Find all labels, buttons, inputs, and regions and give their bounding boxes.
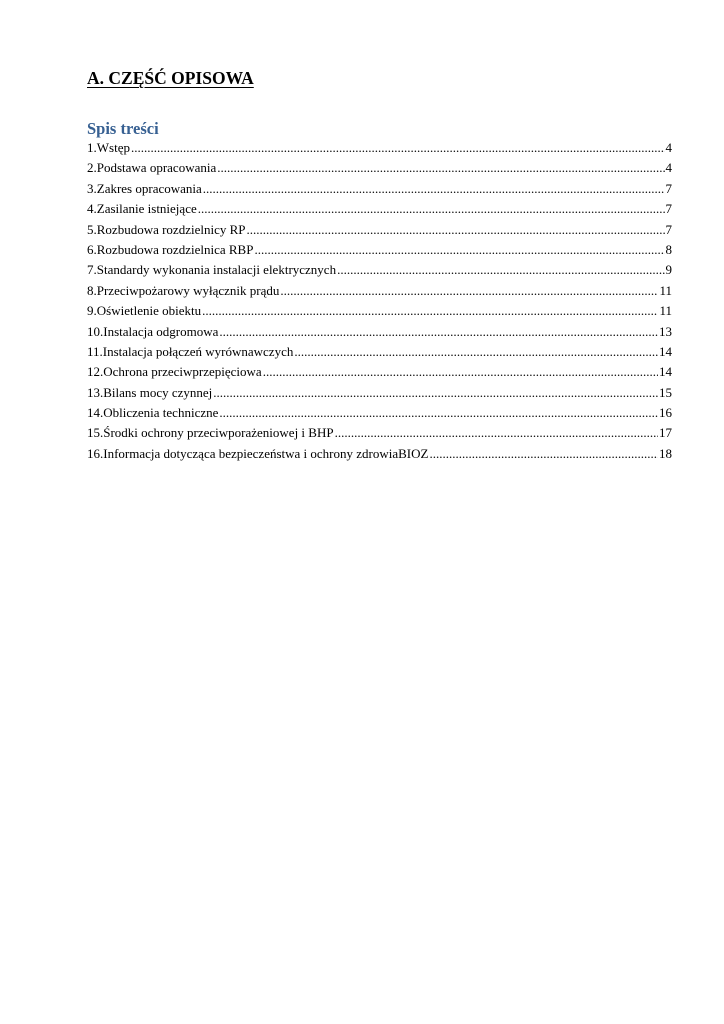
toc-entry-page-number: 18	[659, 445, 672, 461]
toc-entry-label: 5.Rozbudowa rozdzielnicy RP	[87, 221, 246, 237]
toc-entry-label: 13.Bilans mocy czynnej	[87, 384, 213, 400]
toc-entry-page-number: 14	[659, 364, 672, 380]
toc-entry[interactable]	[87, 446, 672, 466]
toc-entry-label: 10.Instalacja odgromowa	[87, 323, 219, 339]
toc-entry-page-number: 9	[665, 262, 672, 278]
toc-entry-label: 4.Zasilanie istniejące	[87, 201, 197, 217]
toc-entry[interactable]	[87, 222, 672, 242]
toc-entry-label: 6.Rozbudowa rozdzielnica RBP	[87, 241, 254, 257]
toc-entry-page-number: 7	[665, 221, 672, 237]
toc-entry[interactable]	[87, 140, 672, 160]
toc-entry-label: 2.Podstawa opracowania	[87, 160, 217, 176]
toc-entry-label: 14.Obliczenia techniczne	[87, 405, 219, 421]
toc-entry[interactable]	[87, 425, 672, 445]
toc-entry[interactable]	[87, 324, 672, 344]
toc-dot-leader	[219, 324, 658, 339]
toc-entry[interactable]	[87, 160, 672, 180]
toc-entry-page-number: 11	[659, 282, 672, 298]
toc-entry-label: 11.Instalacja połączeń wyrównawczych	[87, 343, 294, 359]
toc-entry-page-number: 4	[665, 160, 672, 176]
toc-entry[interactable]	[87, 242, 672, 262]
toc-dot-leader	[294, 344, 658, 359]
toc-entry-label: 7.Standardy wykonania instalacji elektrycznych	[87, 262, 337, 278]
toc-dot-leader	[337, 262, 664, 277]
toc-entry[interactable]	[87, 344, 672, 364]
toc-dot-leader	[263, 364, 658, 379]
toc-dot-leader	[202, 303, 658, 318]
toc-entry[interactable]	[87, 405, 672, 425]
toc-entry-page-number: 11	[659, 303, 672, 319]
toc-entry-page-number: 4	[665, 140, 672, 155]
toc-dot-leader	[217, 160, 664, 175]
toc-entry-page-number: 17	[659, 425, 672, 441]
toc-entry[interactable]	[87, 201, 672, 221]
toc-dot-leader	[131, 140, 665, 155]
toc-entry[interactable]	[87, 303, 672, 323]
toc-entry[interactable]	[87, 181, 672, 201]
toc-entry-page-number: 16	[659, 405, 672, 421]
toc-entry-label: 15.Środki ochrony przeciwporażeniowej i BHP	[87, 425, 334, 441]
toc-entry-label: 9.Oświetlenie obiektu	[87, 303, 202, 319]
toc-entry-label: 16.Informacja dotycząca bezpieczeństwa i ochrony zdrowiaBIOZ	[87, 445, 429, 461]
toc-dot-leader	[203, 181, 665, 196]
toc-dot-leader	[219, 405, 658, 420]
toc-entry-page-number: 7	[665, 201, 672, 217]
table-of-contents	[87, 140, 672, 466]
toc-dot-leader	[280, 283, 658, 298]
toc-entry[interactable]	[87, 283, 672, 303]
toc-dot-leader	[213, 385, 658, 400]
toc-entry[interactable]	[87, 364, 672, 384]
toc-entry-label: 3.Zakres opracowania	[87, 180, 202, 196]
toc-entry-label: 8.Przeciwpożarowy wyłącznik prądu	[87, 282, 280, 298]
toc-dot-leader	[247, 222, 665, 237]
toc-entry-label: 12.Ochrona przeciwprzepięciowa	[87, 364, 262, 380]
toc-dot-leader	[429, 446, 658, 461]
toc-entry[interactable]	[87, 262, 672, 282]
toc-dot-leader	[254, 242, 664, 257]
toc-dot-leader	[198, 201, 665, 216]
toc-entry-page-number: 13	[659, 323, 672, 339]
toc-dot-leader	[335, 425, 658, 440]
toc-entry-page-number: 15	[659, 384, 672, 400]
toc-entry-page-number: 8	[665, 241, 672, 257]
section-heading: A. CZĘŚĆ OPISOWA	[87, 68, 254, 88]
toc-title: Spis treści	[87, 119, 159, 138]
toc-entry-page-number: 14	[659, 343, 672, 359]
toc-entry-page-number: 7	[665, 180, 672, 196]
toc-entry[interactable]	[87, 385, 672, 405]
toc-entry-label: 1.Wstęp	[87, 140, 130, 155]
